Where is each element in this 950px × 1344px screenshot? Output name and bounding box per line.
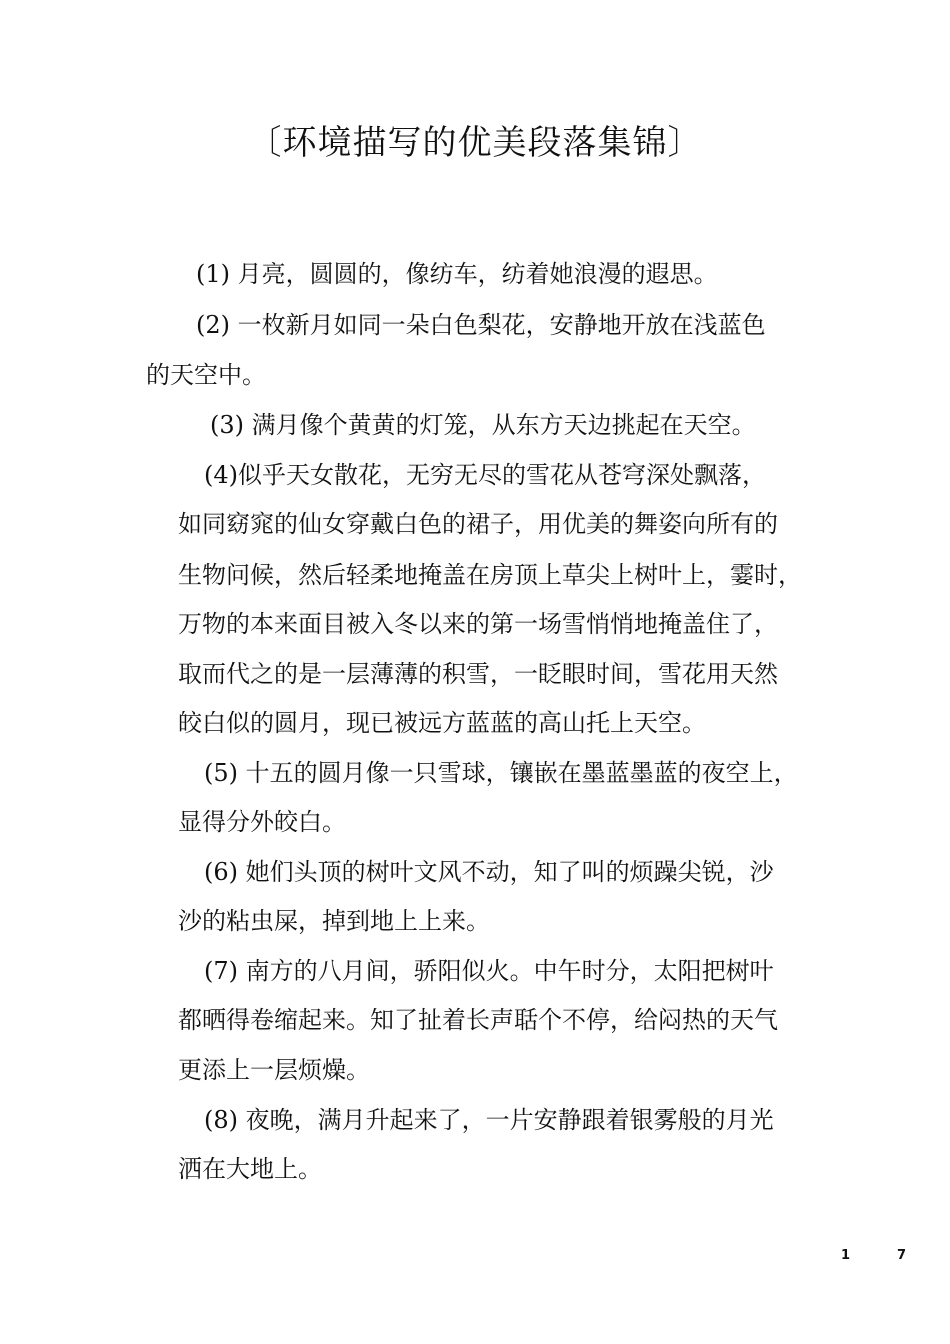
- paragraph-4-line-2: 如同窈窕的仙女穿戴白色的裙子，用优美的舞姿向所有的: [178, 510, 778, 538]
- paragraph-5-line-1: (5) 十五的圆月像一只雪球，镶嵌在墨蓝墨蓝的夜空上，: [204, 759, 798, 787]
- paragraph-3-line-1: (3) 满月像个黄黄的灯笼，从东方天边挑起在天空。: [210, 411, 756, 439]
- paragraph-7-line-2: 都晒得卷缩起来。知了扯着长声聒个不停，给闷热的天气: [178, 1006, 778, 1034]
- paragraph-6-line-1: (6) 她们头顶的树叶文风不动，知了叫的烦躁尖锐，沙: [204, 858, 774, 886]
- paragraph-4-line-3: 生物问候，然后轻柔地掩盖在房顶上草尖上树叶上，霎时，: [178, 561, 802, 589]
- paragraph-8-line-1: (8) 夜晚，满月升起来了，一片安静跟着银雾般的月光: [204, 1106, 774, 1134]
- paragraph-4-line-5: 取而代之的是一层薄薄的积雪，一眨眼时间，雪花用天然: [178, 660, 778, 688]
- paragraph-4-line-4: 万物的本来面目被入冬以来的第一场雪悄悄地掩盖住了，: [178, 610, 778, 638]
- paragraph-1-line-1: (1) 月亮，圆圆的，像纺车，纺着她浪漫的遐思。: [196, 260, 718, 288]
- paragraph-8-line-2: 洒在大地上。: [178, 1155, 322, 1183]
- page-total: 7: [897, 1248, 907, 1263]
- paragraph-7-line-3: 更添上一层烦燥。: [178, 1056, 370, 1084]
- paragraph-4-line-1: (4)似乎天女散花，无穷无尽的雪花从苍穹深处飘落，: [204, 461, 766, 489]
- paragraph-6-line-2: 沙的粘虫屎，掉到地上上来。: [178, 907, 490, 935]
- page-number: 1: [841, 1248, 851, 1263]
- document-title: 〔环境描写的优美段落集锦〕: [247, 123, 703, 163]
- paragraph-4-line-6: 皎白似的圆月，现已被远方蓝蓝的高山托上天空。: [178, 709, 706, 737]
- paragraph-2-line-1: (2) 一枚新月如同一朵白色梨花，安静地开放在浅蓝色: [196, 311, 766, 339]
- paragraph-5-line-2: 显得分外皎白。: [178, 808, 346, 836]
- paragraph-7-line-1: (7) 南方的八月间，骄阳似火。中午时分，太阳把树叶: [204, 957, 774, 985]
- paragraph-2-line-2: 的天空中。: [146, 361, 266, 389]
